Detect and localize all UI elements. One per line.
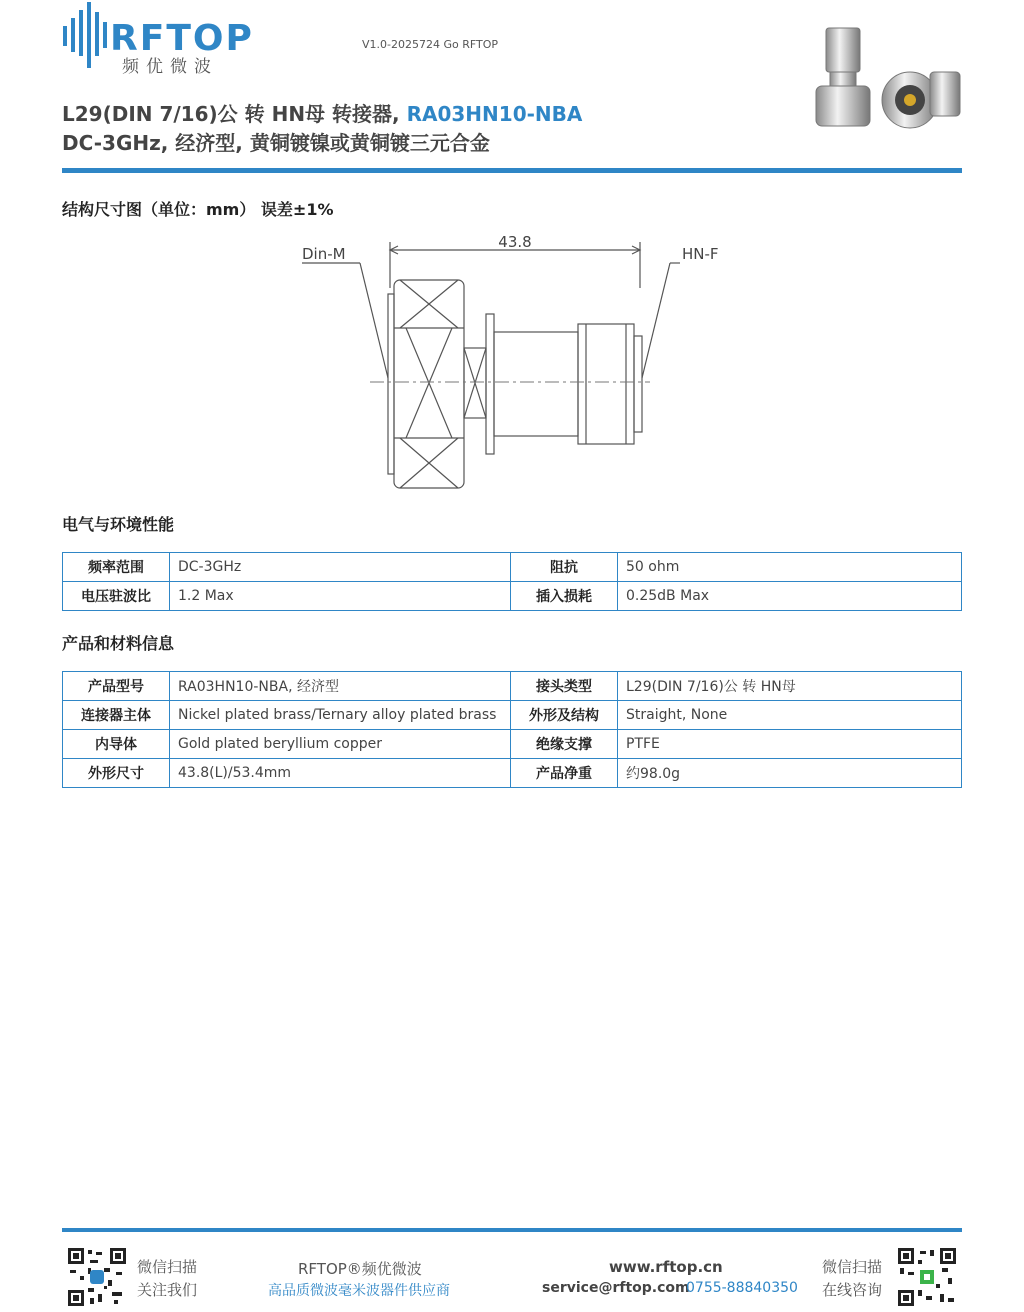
product-subtitle: DC-3GHz, 经济型, 黄铜镀镍或黄铜镀三元合金 [62, 131, 490, 155]
spec-value: 43.8(L)/53.4mm [170, 759, 511, 788]
spec-key: 产品净重 [511, 759, 618, 788]
footer-email[interactable]: service@rftop.com [542, 1280, 690, 1296]
logo-wave-icon [62, 2, 110, 68]
follow-us-label: 关注我们 [137, 1281, 198, 1299]
footer-phone: 0755-88840350 [686, 1280, 798, 1296]
electrical-table [62, 552, 962, 611]
spec-key: 接头类型 [511, 672, 618, 701]
logo-text: RFTOP [110, 18, 254, 59]
title-main: L29(DIN 7/16)公 转 HN母 转接器, [62, 102, 407, 126]
spec-value: 约98.0g [618, 759, 962, 788]
qr-code-consult-icon[interactable] [898, 1248, 956, 1306]
footer-brand: RFTOP®频优微波 [298, 1260, 422, 1278]
spec-key: 产品型号 [63, 672, 170, 701]
spec-key: 阻抗 [511, 553, 618, 582]
spec-value: 0.25dB Max [618, 582, 962, 611]
version-label: V1.0-2025724 Go RFTOP [362, 38, 499, 51]
table-row [63, 553, 962, 582]
label-hn-f: HN-F [682, 245, 719, 263]
spec-value: Gold plated beryllium copper [170, 730, 511, 759]
spec-value: DC-3GHz [170, 553, 511, 582]
electrical-section-title: 电气与环境性能 [62, 515, 175, 534]
footer-slogan: 高品质微波毫米波器件供应商 [268, 1283, 450, 1299]
footer-website[interactable]: www.rftop.cn [609, 1258, 723, 1276]
dimension-drawing [290, 228, 750, 508]
product-photo [808, 22, 966, 134]
spec-value: L29(DIN 7/16)公 转 HN母 [618, 672, 962, 701]
spec-key: 频率范围 [63, 553, 170, 582]
spec-value: Nickel plated brass/Ternary alloy plated brass [170, 701, 511, 730]
table-row [63, 582, 962, 611]
dimension-value: 43.8 [498, 233, 532, 251]
table-row [63, 730, 962, 759]
table-row [63, 759, 962, 788]
product-title [62, 98, 582, 127]
spec-key: 连接器主体 [63, 701, 170, 730]
spec-key: 外形尺寸 [63, 759, 170, 788]
spec-key: 内导体 [63, 730, 170, 759]
wechat-scan-left: 微信扫描 [137, 1258, 198, 1276]
spec-key: 外形及结构 [511, 701, 618, 730]
footer-rule [62, 1228, 962, 1232]
spec-value: Straight, None [618, 701, 962, 730]
qr-code-follow-icon[interactable] [68, 1248, 126, 1306]
material-section-title: 产品和材料信息 [62, 634, 175, 653]
header-rule [62, 168, 962, 173]
table-row [63, 672, 962, 701]
logo-subtitle: 频优微波 [122, 57, 218, 77]
table-row [63, 701, 962, 730]
part-number: RA03HN10-NBA [406, 102, 583, 126]
drawing-section-title: 结构尺寸图（单位：mm） 误差±1% [62, 200, 334, 219]
spec-key: 绝缘支撑 [511, 730, 618, 759]
label-din-m: Din-M [302, 245, 346, 263]
spec-value: RA03HN10-NBA, 经济型 [170, 672, 511, 701]
wechat-scan-right: 微信扫描 [822, 1258, 883, 1276]
material-table [62, 671, 962, 788]
spec-value: 1.2 Max [170, 582, 511, 611]
spec-value: 50 ohm [618, 553, 962, 582]
spec-value: PTFE [618, 730, 962, 759]
online-consult-label: 在线咨询 [822, 1281, 883, 1299]
spec-key: 电压驻波比 [63, 582, 170, 611]
spec-key: 插入损耗 [511, 582, 618, 611]
